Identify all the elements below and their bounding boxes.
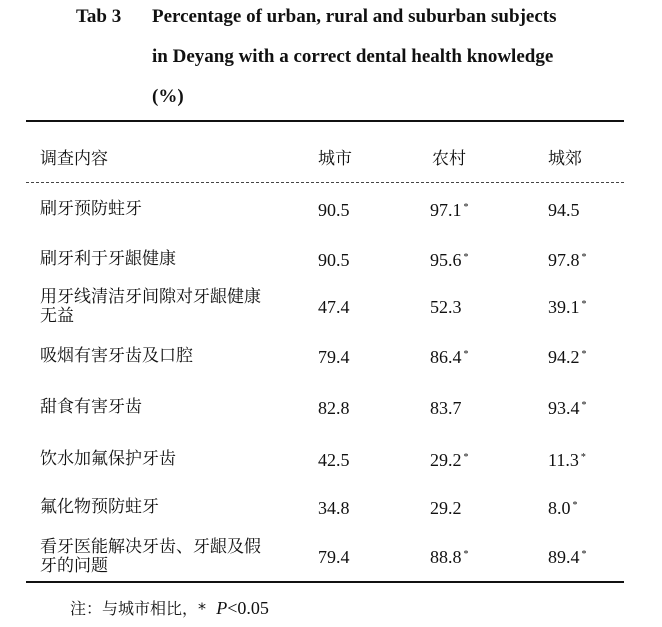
significance-mark: * [580, 452, 586, 463]
significance-mark: * [463, 549, 469, 560]
table-cell-suburban [548, 398, 587, 419]
cell-value: 29.2 [430, 498, 462, 518]
table-cell-suburban [548, 297, 587, 318]
cell-value: 29.2 [430, 450, 462, 470]
significance-mark: * [463, 252, 469, 263]
significance-mark: * [463, 349, 469, 360]
cell-value: 86.4 [430, 347, 462, 367]
cell-value: 42.5 [318, 450, 350, 470]
table-cell-urban [318, 200, 350, 221]
cell-value: 95.6 [430, 250, 462, 270]
table-cell-urban [318, 297, 350, 318]
significance-mark: * [463, 452, 469, 463]
table-cell-rural [430, 200, 469, 221]
cell-value: 83.7 [430, 398, 462, 418]
table-cell-urban [318, 498, 350, 519]
table-cell-rural [430, 498, 464, 519]
cell-value: 90.5 [318, 250, 350, 270]
header-urban: 城市 [318, 149, 352, 169]
significance-mark: * [581, 349, 587, 360]
significance-mark: * [572, 500, 578, 511]
cell-value: 97.8 [548, 250, 580, 270]
footnote-p: P [216, 598, 228, 618]
table-cell-rural [430, 450, 469, 471]
table-cell-urban [318, 398, 350, 419]
cell-value: 89.4 [548, 547, 580, 567]
table-row-label: 吸烟有害牙齿及口腔 [40, 346, 193, 366]
table-cell-suburban [548, 450, 586, 471]
table-cell-rural [430, 250, 469, 271]
table-cell-urban [318, 547, 350, 568]
table-cell-rural [430, 398, 464, 419]
caption-line-2: in Deyang with a correct dental health knowledge [152, 46, 554, 67]
table-row-label: 看牙医能解决牙齿、牙龈及假牙的问题 [40, 537, 261, 576]
footnote-star: * [198, 599, 207, 618]
cell-value: 11.3 [548, 450, 579, 470]
table-row-label: 甜食有害牙齿 [40, 397, 142, 417]
cell-value: 94.5 [548, 200, 580, 220]
cell-value: 39.1 [548, 297, 580, 317]
cell-value: 8.0 [548, 498, 571, 518]
table-row-label: 饮水加氟保护牙齿 [40, 449, 176, 469]
caption-line-3: (%) [152, 86, 184, 107]
header-item: 调查内容 [40, 149, 108, 169]
caption-label: Tab 3 [76, 6, 122, 27]
significance-mark: * [463, 202, 469, 213]
table-row-label: 用牙线清洁牙间隙对牙龈健康无益 [40, 287, 261, 326]
header-suburban: 城郊 [548, 149, 582, 169]
cell-value: 90.5 [318, 200, 350, 220]
cell-value: 88.8 [430, 547, 462, 567]
table-cell-suburban [548, 498, 578, 519]
cell-value: 79.4 [318, 347, 350, 367]
table-cell-urban [318, 450, 350, 471]
cell-value: 93.4 [548, 398, 580, 418]
table-cell-urban [318, 347, 350, 368]
table-cell-suburban [548, 547, 587, 568]
table-cell-suburban [548, 347, 587, 368]
table-row-label: 刷牙利于牙龈健康 [40, 249, 176, 269]
cell-value: 47.4 [318, 297, 350, 317]
significance-mark: * [581, 400, 587, 411]
significance-mark: * [581, 549, 587, 560]
significance-mark: * [581, 252, 587, 263]
cell-value: 82.8 [318, 398, 350, 418]
table-bottom-rule [26, 581, 624, 583]
table-row-label: 刷牙预防蛀牙 [40, 199, 142, 219]
table-cell-urban [318, 250, 350, 271]
cell-value: 34.8 [318, 498, 350, 518]
cell-value: 94.2 [548, 347, 580, 367]
caption-line-1: Percentage of urban, rural and suburban subjects [152, 6, 557, 27]
table-header-rule [26, 182, 624, 184]
cell-value: 52.3 [430, 297, 462, 317]
cell-value: 79.4 [318, 547, 350, 567]
table-cell-suburban [548, 200, 582, 221]
table-cell-rural [430, 347, 469, 368]
table-row-label: 氟化物预防蛀牙 [40, 497, 159, 517]
table-cell-rural [430, 297, 464, 318]
footnote-threshold: <0.05 [227, 598, 269, 618]
footnote-prefix: 注：与城市相比， [70, 599, 199, 618]
table-footnote [70, 596, 269, 619]
significance-mark: * [581, 299, 587, 310]
table-cell-suburban [548, 250, 587, 271]
table-top-rule [26, 120, 624, 122]
cell-value: 97.1 [430, 200, 462, 220]
table-cell-rural [430, 547, 469, 568]
header-rural: 农村 [432, 149, 466, 169]
